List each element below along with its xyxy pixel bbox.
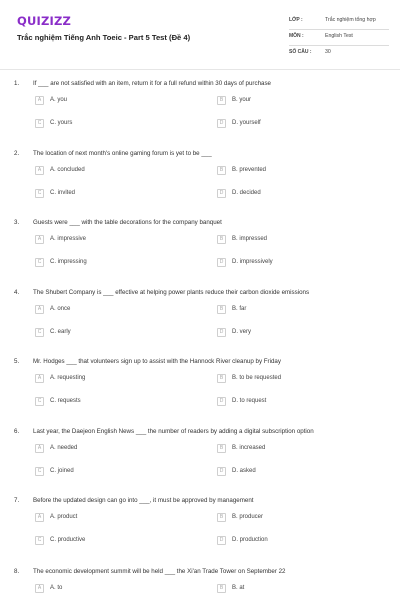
option-label: C. joined (50, 468, 74, 474)
meta-value: 30 (325, 49, 331, 55)
option-label: B. increased (232, 445, 266, 451)
question-number: 3. (14, 219, 20, 226)
option-checkbox[interactable]: B (217, 96, 226, 105)
option-checkbox[interactable]: D (217, 467, 226, 476)
option-checkbox[interactable]: C (35, 467, 44, 476)
question-text: Guests were ___ with the table decorations for the company banquet (33, 219, 222, 226)
option-label: D. production (232, 537, 268, 543)
question-number: 6. (14, 428, 20, 435)
option-checkbox[interactable]: A (35, 513, 44, 522)
option-checkbox[interactable]: A (35, 166, 44, 175)
meta-row-subject (289, 30, 389, 46)
option-checkbox[interactable]: B (217, 513, 226, 522)
question-number: 7. (14, 497, 20, 504)
option-checkbox[interactable]: B (217, 584, 226, 593)
option-label: A. impressive (50, 236, 87, 242)
meta-value: Trắc nghiệm tổng hợp (325, 17, 376, 23)
meta-label: SỐ CÂU : (289, 49, 312, 55)
option-checkbox[interactable]: B (217, 235, 226, 244)
header-divider (0, 69, 400, 70)
option-label: B. to be requested (232, 375, 282, 381)
option-label: C. requests (50, 398, 81, 404)
option-checkbox[interactable]: C (35, 536, 44, 545)
option-label: B. producer (232, 514, 264, 520)
option-label: A. you (50, 97, 68, 103)
option-checkbox[interactable]: A (35, 235, 44, 244)
option-label: B. impressed (232, 236, 268, 242)
question-text: Mr. Hodges ___ that volunteers sign up to assist with the Hannock River cleanup by Friday (33, 358, 281, 365)
option-checkbox[interactable]: A (35, 305, 44, 314)
option-label: A. requesting (50, 375, 86, 381)
option-checkbox[interactable]: A (35, 584, 44, 593)
option-checkbox[interactable]: D (217, 258, 226, 267)
question-number: 5. (14, 358, 20, 365)
option-label: D. very (232, 329, 252, 335)
option-checkbox[interactable]: C (35, 328, 44, 337)
meta-label: LỚP : (289, 17, 303, 23)
option-checkbox[interactable]: B (217, 166, 226, 175)
option-checkbox[interactable]: A (35, 96, 44, 105)
option-label: C. yours (50, 120, 73, 126)
option-checkbox[interactable]: D (217, 119, 226, 128)
option-checkbox[interactable]: C (35, 258, 44, 267)
meta-value: English Test (325, 33, 353, 39)
worksheet-header (0, 0, 400, 70)
option-label: B. far (232, 306, 247, 312)
question-text: If ___ are not satisfied with an item, return it for a full refund within 30 days of purchase (33, 80, 272, 87)
option-checkbox[interactable]: C (35, 119, 44, 128)
option-label: B. at (232, 585, 245, 591)
meta-row-question-count (289, 46, 389, 62)
option-checkbox[interactable]: D (217, 189, 226, 198)
worksheet-meta (289, 14, 389, 62)
question-number: 8. (14, 568, 20, 575)
option-label: C. impressing (50, 259, 87, 265)
question-number: 2. (14, 150, 20, 157)
meta-label: MÔN : (289, 33, 304, 39)
option-checkbox[interactable]: C (35, 397, 44, 406)
quizizz-logo: QUIZIZZ (17, 14, 72, 28)
option-label: B. prevented (232, 167, 267, 173)
option-label: D. to request (232, 398, 267, 404)
question-text: The economic development summit will be held ___ the Xi'an Trade Tower on September 22 (33, 568, 286, 575)
option-label: D. impressively (232, 259, 273, 265)
option-checkbox[interactable]: B (217, 305, 226, 314)
option-label: C. productive (50, 537, 86, 543)
option-label: C. invited (50, 190, 76, 196)
question-text: Last year, the Daejeon English News ___ the number of readers by adding a digital subscription option (33, 428, 314, 435)
option-label: B. your (232, 97, 252, 103)
option-label: A. needed (50, 445, 78, 451)
option-label: A. product (50, 514, 78, 520)
option-checkbox[interactable]: A (35, 374, 44, 383)
option-checkbox[interactable]: C (35, 189, 44, 198)
option-label: D. yourself (232, 120, 261, 126)
option-label: D. decided (232, 190, 261, 196)
option-checkbox[interactable]: B (217, 444, 226, 453)
question-text: The Shubert Company is ___ effective at helping power plants reduce their carbon dioxide emissions (33, 289, 310, 296)
question-number: 4. (14, 289, 20, 296)
question-text: The location of next month's online gaming forum is yet to be ___ (33, 150, 212, 157)
option-checkbox[interactable]: B (217, 374, 226, 383)
option-checkbox[interactable]: D (217, 328, 226, 337)
question-number: 1. (14, 80, 20, 87)
option-checkbox[interactable]: D (217, 397, 226, 406)
option-label: A. once (50, 306, 71, 312)
question-text: Before the updated design can go into ___, it must be approved by management (33, 497, 254, 504)
option-checkbox[interactable]: A (35, 444, 44, 453)
option-label: D. asked (232, 468, 256, 474)
option-label: A. concluded (50, 167, 85, 173)
meta-row-class (289, 14, 389, 30)
option-label: A. to (50, 585, 63, 591)
worksheet-title: Trắc nghiệm Tiếng Anh Toeic - Part 5 Test (Đề 4) (17, 33, 191, 42)
option-checkbox[interactable]: D (217, 536, 226, 545)
option-label: C. early (50, 329, 71, 335)
